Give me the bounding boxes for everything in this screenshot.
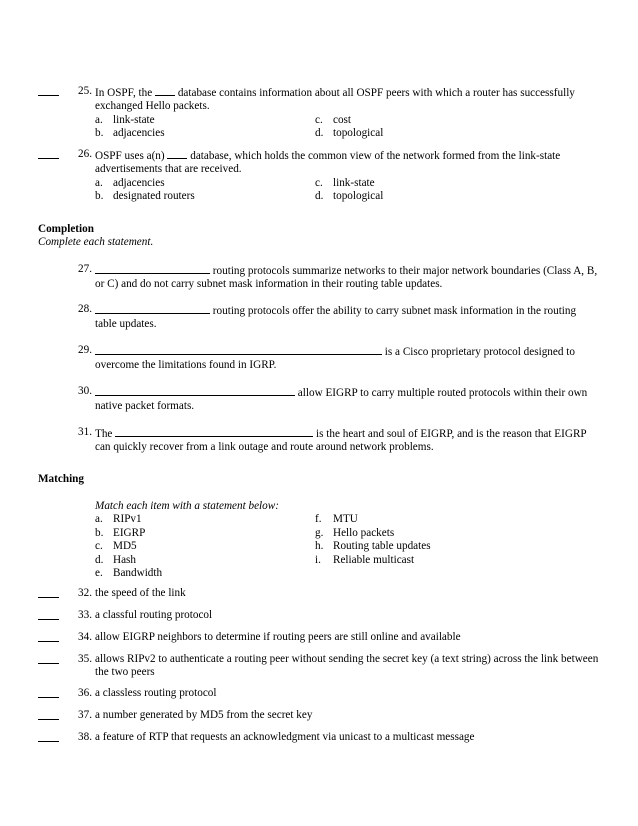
question-text: a classful routing protocol: [95, 609, 213, 621]
answer-blank[interactable]: [38, 687, 59, 698]
options-row: a. adjacencies c. link-state: [95, 176, 375, 189]
question-number: 33.: [78, 609, 92, 621]
question-number: 29.: [78, 344, 92, 356]
document-page: 25. In OSPF, the database contains information about all OSPF peers with which a router has successfully exchanged Hello packets. a. link-state c. cost b. adjacencies d. topological 26. OSPF uses a(n) database, which holds the common view of the network formed from the link-state advertisements that are received. a. adjacencies c. link-state b. designated routers d. topological Completion Complete each statement. 27. routing protocols summarize networks to their major network boundaries (Class A, B, or C) and do not carry subnet mask information in their routing table updates. 28. routing protocols offer the ability to carry subnet mask information in the routing table updates. 29. is a Cisco proprietary protocol designed to overcome the limitations found in IGRP. 30. allow EIGRP to carry multiple routed protocols within their own native packet formats. 31. The is the heart and soul of EIGRP, and is the reason that EIGRP can quickly recover from a link outage and route around network problems. Matching Match each item with a statement below: a. RIPv1 b. EIGRP c. MD5 d. Hash e. Bandwidth f. MTU g. Hello packets h. Routing table updates i. Reliable multicast 32. the speed of the link 33. a classful routing protocol 34. allow EIGRP neighbors to determine if routing peers are still online and available 35. allows RIPv2 to authenticate a routing peer without sending the secret key (a text string) across the link between the two peers 36. a classless routing protocol 37. a number generated by MD5 from the secret key 38. a feature of RTP that requests an acknowledgment via unicast to a multicast message: [38, 85, 599, 743]
fill-blank[interactable]: [167, 148, 187, 159]
question-text: the speed of the link: [95, 587, 186, 599]
question-number: 36.: [78, 687, 92, 699]
answer-blank[interactable]: [38, 148, 59, 159]
question-text: allow EIGRP neighbors to determine if routing peers are still online and available: [95, 631, 461, 643]
fill-blank[interactable]: [95, 303, 210, 314]
question-number: 30.: [78, 385, 92, 397]
question-number: 26.: [78, 148, 92, 160]
question-number: 37.: [78, 709, 92, 721]
choice-column-right: f. MTU g. Hello packets h. Routing table updates i. Reliable multicast: [315, 513, 431, 566]
fill-blank[interactable]: [95, 263, 210, 274]
fill-blank[interactable]: [95, 385, 295, 396]
answer-blank[interactable]: [38, 709, 59, 720]
fill-blank[interactable]: [95, 344, 382, 355]
question-number: 31.: [78, 426, 92, 438]
fill-blank[interactable]: [115, 426, 313, 437]
question-text: a classless routing protocol: [95, 687, 217, 699]
question-text: allows RIPv2 to authenticate a routing peer without sending the secret key (a text string) across the link between the two peers: [95, 653, 599, 679]
section-heading-matching: Matching: [38, 473, 84, 485]
question-number: 27.: [78, 263, 92, 275]
question-text: OSPF uses a(n) database, which holds the common view of the network formed from the link-state advertisements that are received. a. adjacencies c. link-state b. designated routers d. topological: [95, 148, 600, 203]
choice-column-left: a. RIPv1 b. EIGRP c. MD5 d. Hash e. Bandwidth: [95, 513, 163, 580]
question-number: 28.: [78, 303, 92, 315]
matching-choices: [95, 500, 575, 583]
question-number: 25.: [78, 85, 92, 97]
options-row: b. adjacencies d. topological: [95, 126, 384, 139]
answer-blank[interactable]: [38, 587, 59, 598]
fill-blank[interactable]: [155, 85, 175, 96]
question-text: In OSPF, the database contains information about all OSPF peers with which a router has successfully exchanged Hello packets. a. link-state c. cost b. adjacencies d. topological: [95, 85, 600, 140]
options-row: a. link-state c. cost: [95, 113, 352, 126]
answer-blank[interactable]: [38, 653, 59, 664]
question-number: 38.: [78, 731, 92, 743]
answer-blank[interactable]: [38, 631, 59, 642]
question-number: 32.: [78, 587, 92, 599]
question-text: a feature of RTP that requests an acknowledgment via unicast to a multicast message: [95, 731, 475, 743]
question-text: a number generated by MD5 from the secret key: [95, 709, 313, 721]
question-number: 34.: [78, 631, 92, 643]
answer-blank[interactable]: [38, 609, 59, 620]
section-instruction: Match each item with a statement below:: [95, 500, 279, 512]
section-heading-completion: Completion: [38, 223, 94, 235]
answer-blank[interactable]: [38, 731, 59, 742]
question-number: 35.: [78, 653, 92, 665]
choice-columns: [95, 513, 575, 583]
options-row: b. designated routers d. topological: [95, 189, 384, 202]
section-instruction: Complete each statement.: [38, 236, 154, 248]
answer-blank[interactable]: [38, 85, 59, 96]
